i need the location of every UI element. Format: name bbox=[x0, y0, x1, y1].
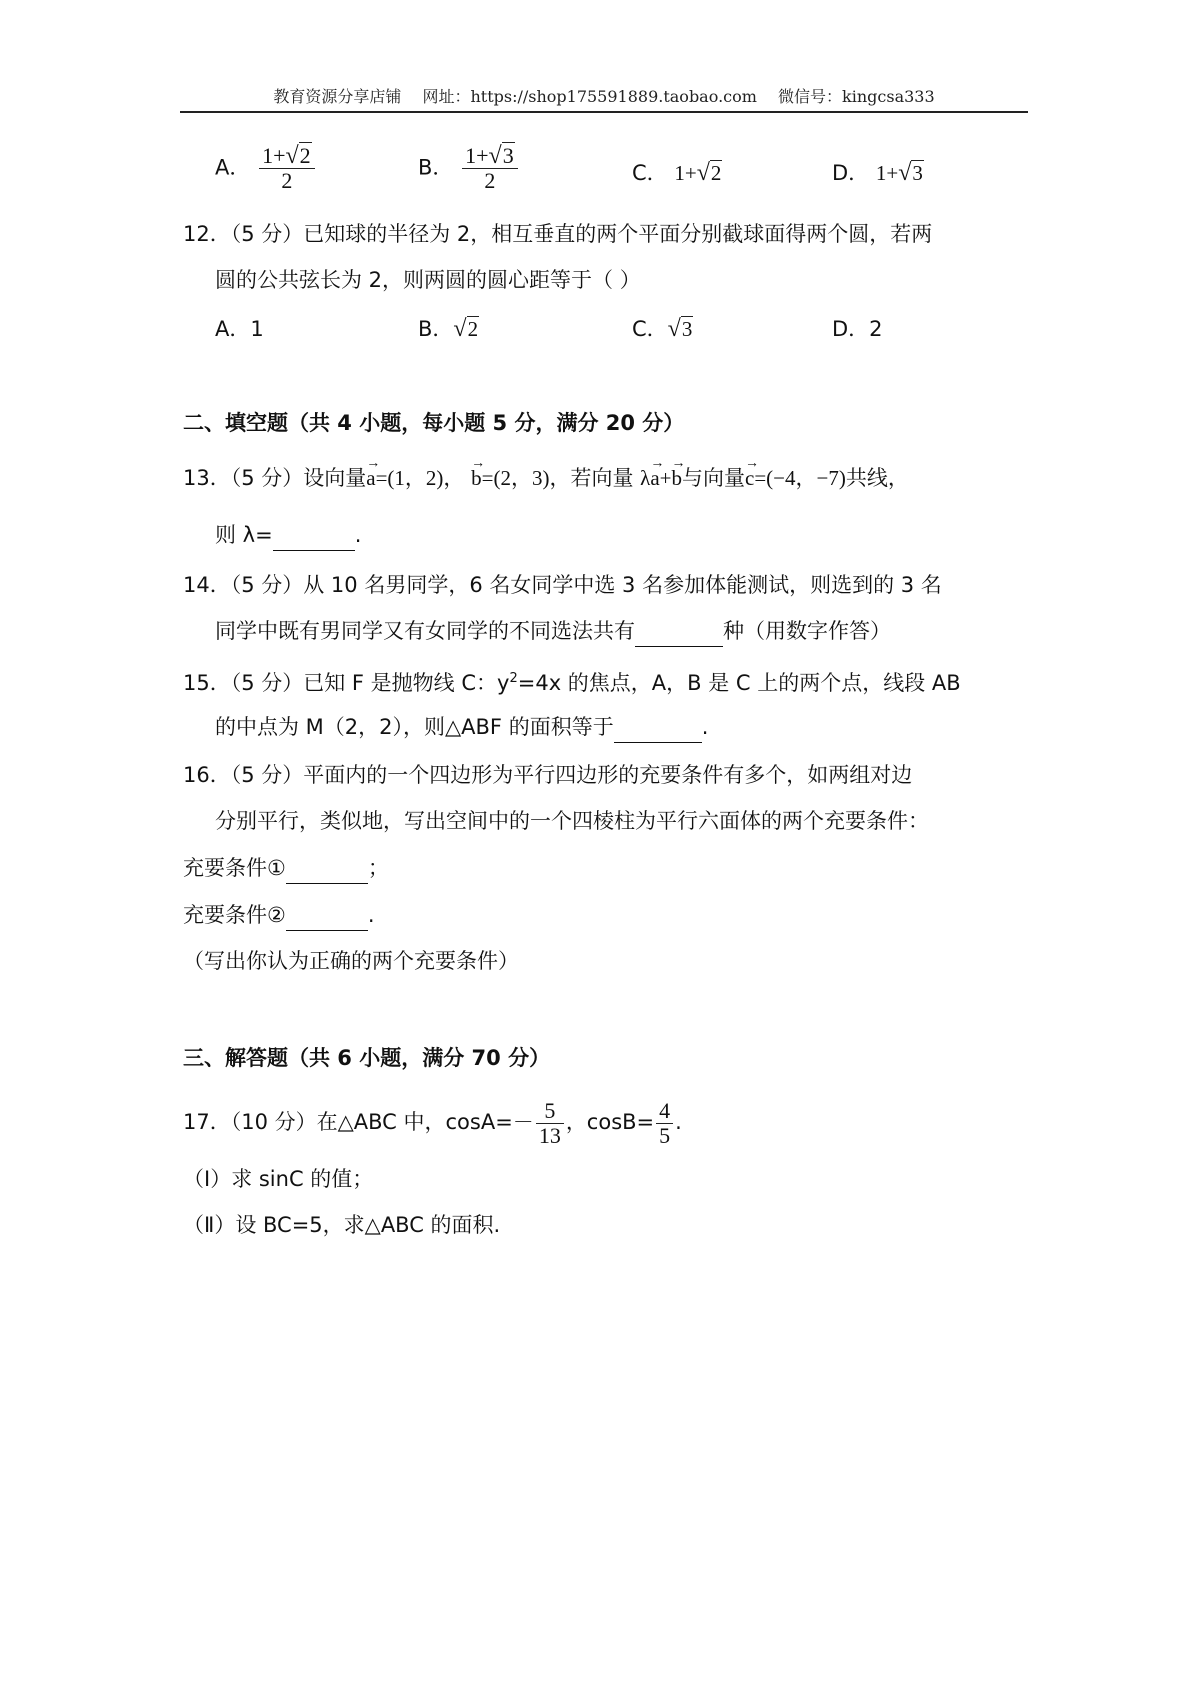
q17-line1: 17．（10 分）在△ABC 中，cosA=－ $\frac{5}{13}$ ，cosB= $\frac{4}{5}$ . bbox=[183, 1097, 682, 1148]
q12-option-c: C．√3 bbox=[632, 316, 693, 342]
q11-option-c: C． 1+√2 bbox=[632, 160, 722, 186]
q11-b-fraction: $\frac{1+√3}{2}$ bbox=[462, 144, 518, 193]
q13-line2: 则 λ= . bbox=[215, 520, 361, 551]
header-divider bbox=[180, 111, 1028, 113]
q16-note: （写出你认为正确的两个充要条件） bbox=[183, 949, 519, 973]
q11-option-b: B． $\frac{1+√3}{2}$ bbox=[418, 144, 520, 193]
q16-line2: 分别平行，类似地，写出空间中的一个四棱柱为平行六面体的两个充要条件： bbox=[215, 809, 929, 833]
q11-option-a: A． $\frac{1+√2}{2}$ bbox=[215, 144, 317, 193]
cosB-fraction: $\frac{4}{5}$ bbox=[656, 1099, 673, 1148]
shop-wechat: 微信号：kingcsa333 bbox=[778, 87, 935, 106]
q15-line1: 15．（5 分）已知 F 是抛物线 C：$y^2=4x$ 的焦点，A，B 是 C 上的两个点，线段 AB bbox=[183, 671, 961, 695]
vector-b: → b bbox=[471, 463, 482, 493]
q12-line1: 12．（5 分）已知球的半径为 2，相互垂直的两个平面分别截球面得两个圆，若两 bbox=[183, 222, 933, 246]
section3-title: 三、解答题（共 6 小题，满分 70 分） bbox=[183, 1046, 551, 1070]
q16-line1: 16．（5 分）平面内的一个四边形为平行四边形的充要条件有多个，如两组对边 bbox=[183, 763, 913, 787]
q11-a-fraction: $\frac{1+√2}{2}$ bbox=[259, 144, 315, 193]
q16-condition1: 充要条件① ； bbox=[183, 853, 389, 884]
q17-part2: （Ⅱ）设 BC=5，求△ABC 的面积. bbox=[183, 1213, 501, 1237]
q12-option-d: D．2 bbox=[832, 317, 883, 341]
shop-name: 教育资源分享店铺 bbox=[273, 87, 402, 106]
shop-website: 网址：https://shop175591889.taobao.com bbox=[422, 87, 757, 106]
answer-blank bbox=[635, 616, 723, 647]
section2-title: 二、填空题（共 4 小题，每小题 5 分，满分 20 分） bbox=[183, 411, 685, 435]
vector-c: → c bbox=[745, 463, 754, 493]
q12-option-a: A．1 bbox=[215, 317, 264, 341]
answer-blank bbox=[286, 900, 368, 931]
q13-line1: 13．（5 分）设向量→ a=(1，2)， → b=(2，3)，若向量 λ→ a+→ b与向量→ c=(−4，−7)共线， bbox=[183, 463, 909, 493]
q12-option-b: B．√2 bbox=[418, 316, 479, 342]
q17-part1: （Ⅰ）求 sinC 的值； bbox=[183, 1167, 374, 1191]
answer-blank bbox=[614, 712, 702, 743]
q11-option-d: D． 1+√3 bbox=[832, 160, 923, 186]
vector-a: → a bbox=[366, 463, 375, 493]
q15-line2: 的中点为 M（2，2），则△ABF 的面积等于 . bbox=[215, 712, 708, 743]
q14-line2: 同学中既有男同学又有女同学的不同选法共有 种（用数字作答） bbox=[215, 616, 891, 647]
q12-line2: 圆的公共弦长为 2，则两圆的圆心距等于（ ） bbox=[215, 268, 641, 292]
answer-blank bbox=[273, 520, 355, 551]
cosA-fraction: $\frac{5}{13}$ bbox=[536, 1099, 564, 1148]
answer-blank bbox=[286, 853, 368, 884]
q16-condition2: 充要条件② . bbox=[183, 900, 375, 931]
q14-line1: 14．（5 分）从 10 名男同学，6 名女同学中选 3 名参加体能测试，则选到的 3 名 bbox=[183, 573, 942, 597]
page-header bbox=[180, 84, 1028, 107]
